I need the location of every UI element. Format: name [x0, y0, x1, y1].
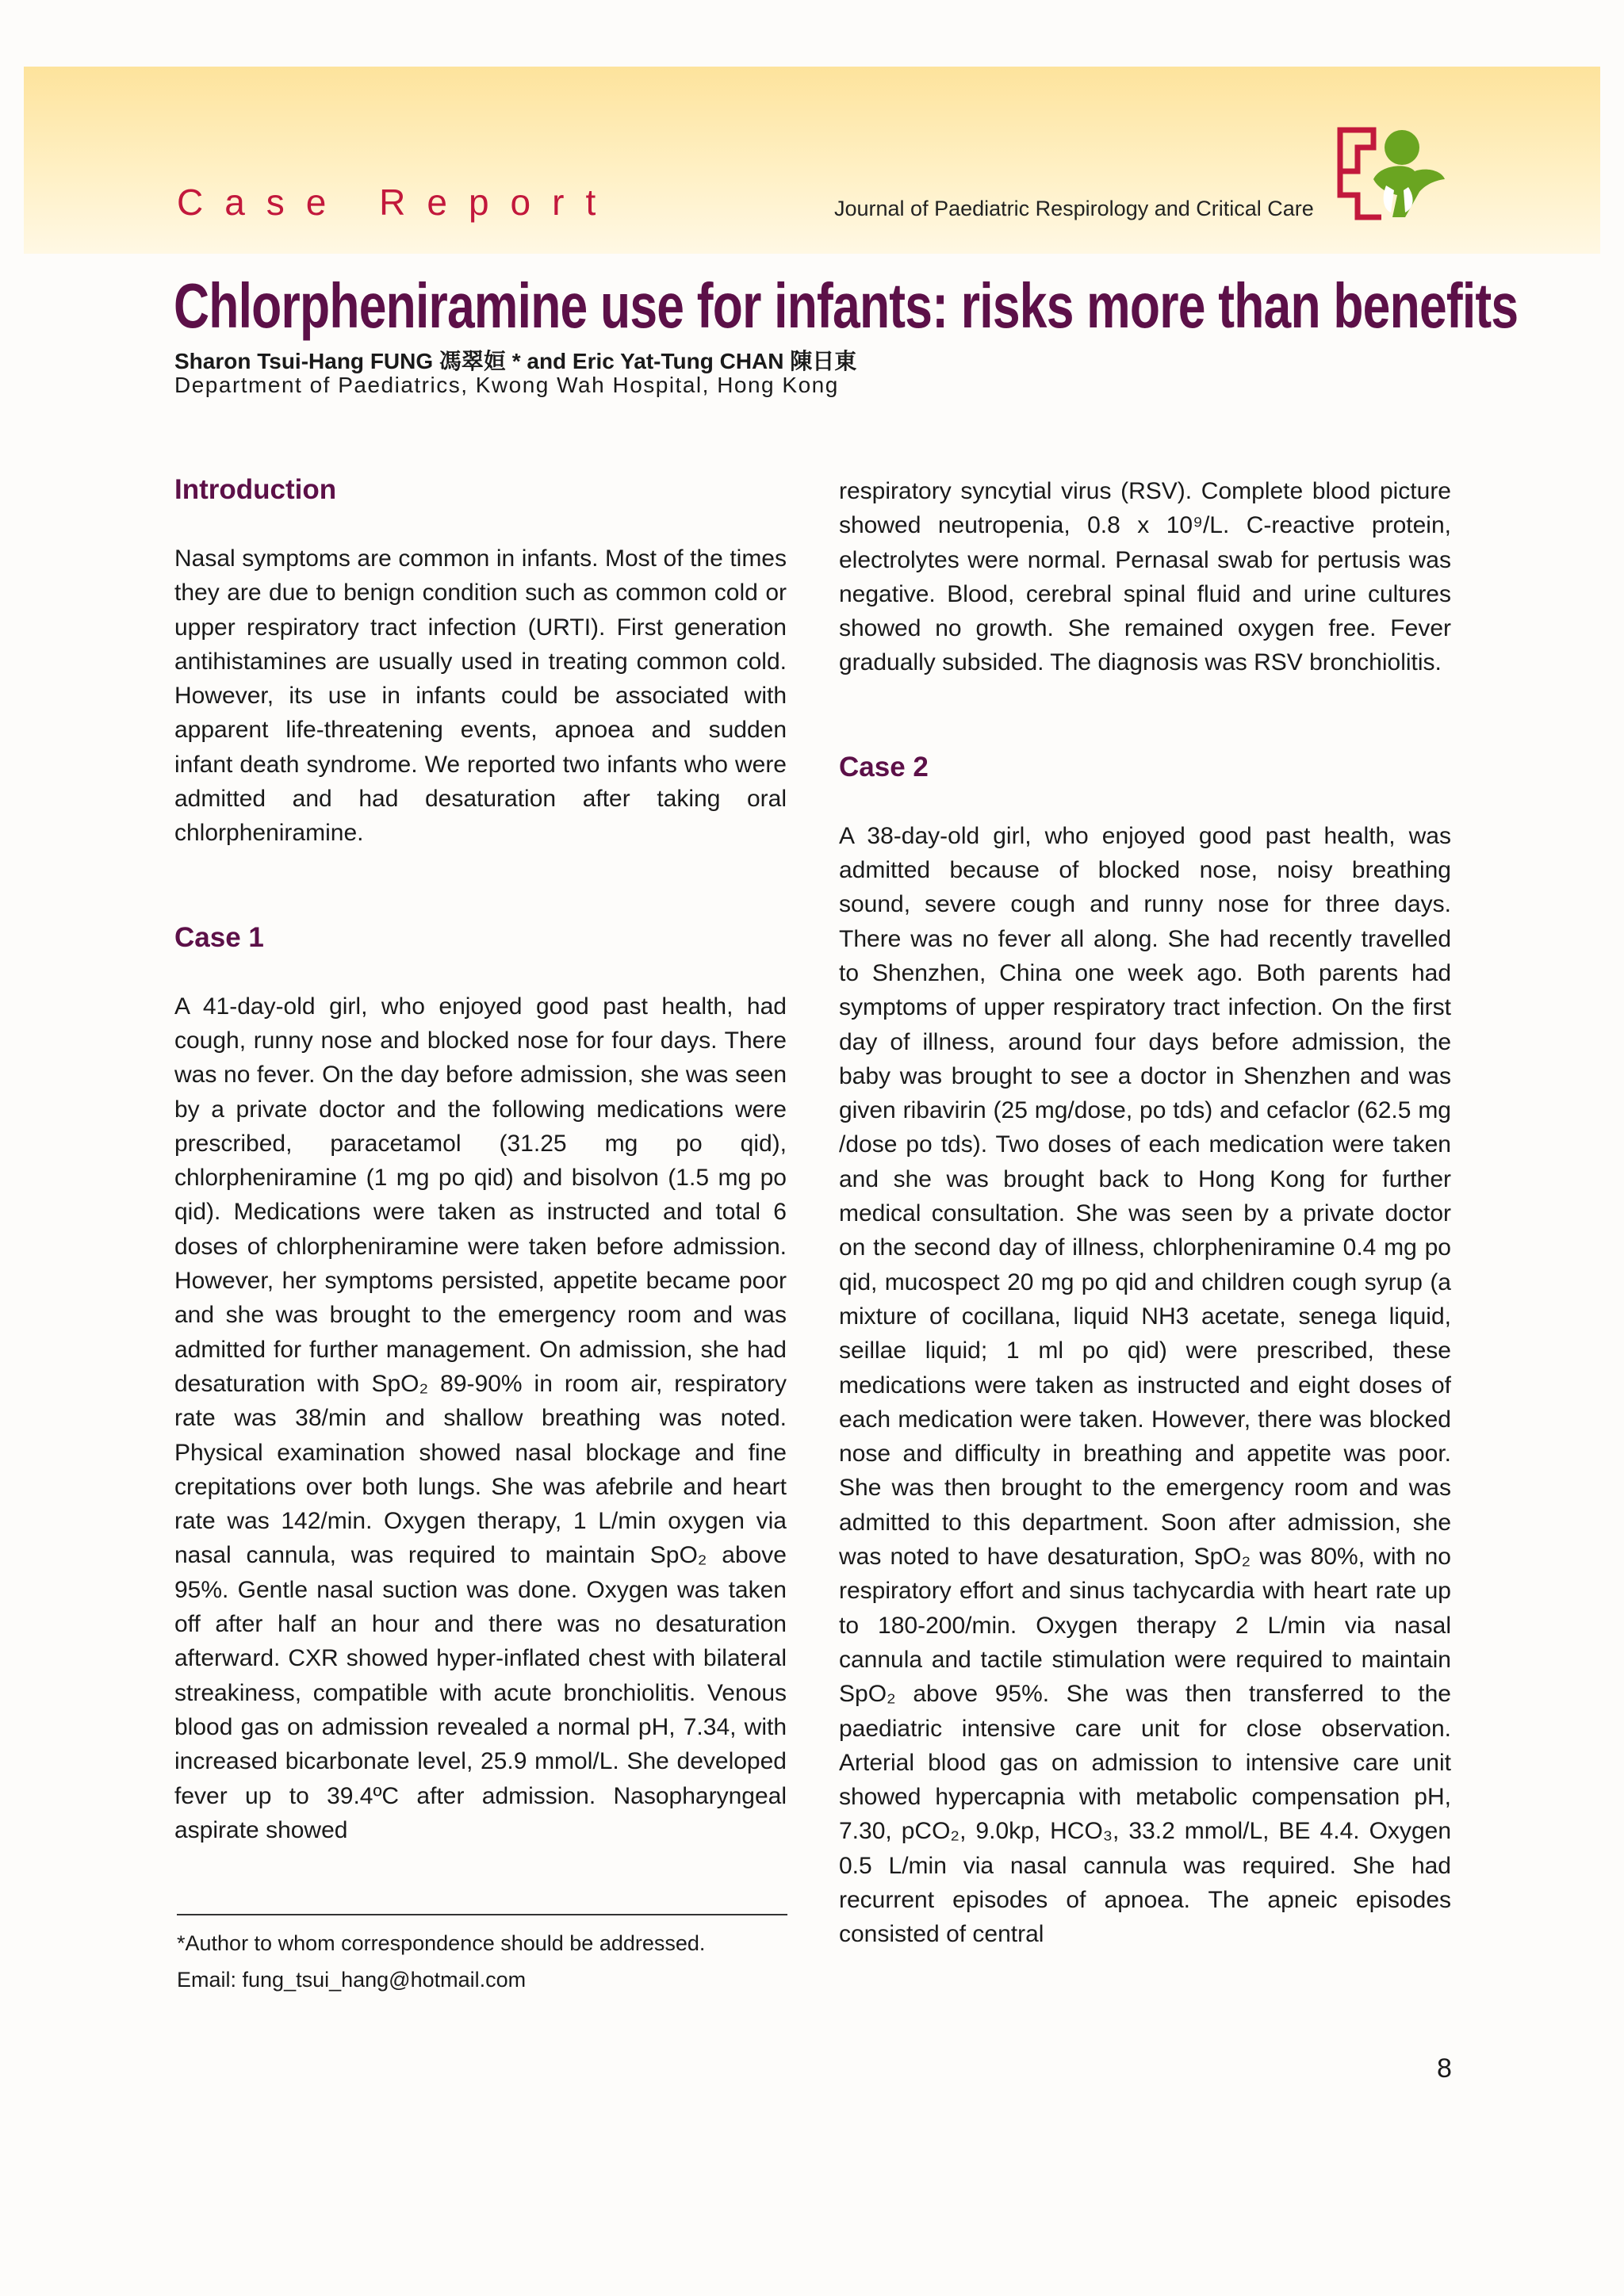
footnote-divider [177, 1914, 787, 1915]
case1-heading: Case 1 [174, 921, 264, 953]
introduction-paragraph: Nasal symptoms are common in infants. Most of the times they are due to benign condition such as common cold or upper respiratory tract infection (URTI). First generation antihistamines are usually used in treating common cold. However, its use in infants could be associated with apparent life-threatening events, apnoea and sudden infant death syndrome. We reported two infants who were admitted and had desaturation after taking oral chlorpheniramine. [174, 545, 787, 847]
introduction-heading: Introduction [174, 474, 337, 505]
hospital-cross-lungs-logo-icon [1326, 124, 1451, 222]
case1-paragraph: A 41-day-old girl, who enjoyed good past health, had cough, runny nose and blocked nose for four days. There was no fever. On the day before admission, she was seen by a private doctor and the following medications were prescribed, paracetamol (31.25 mg po qid), chlorpheniramine (1 mg po qid) and bisolvon (1.5 mg po qid). Medications were taken as instructed and total 6 doses of chlorpheniramine were taken before admission. However, her symptoms persisted, appetite became poor and she was brought to the emergency room and was admitted for further management. On admission, she had desaturation with SpO₂ 89-90% in room air, respiratory rate was 38/min and shallow breathing was noted. Physical examination showed nasal blockage and fine crepitations over both lungs. She was afebrile and heart rate was 142/min. Oxygen therapy, 1 L/min oxygen via nasal cannula, was required to maintain SpO₂ above 95%. Gentle nasal suction was done. Oxygen was taken off after half an hour and there was no desaturation afterward. CXR showed hyper-inflated chest with bilateral streakiness, compatible with acute bronchiolitis. Venous blood gas on admission revealed a normal pH, 7.34, with increased bicarbonate level, 25.9 mmol/L. She developed fever up to 39.4ºC after admission. Nasopharyngeal aspirate showed [174, 993, 787, 1843]
journal-name: Journal of Paediatric Respirology and Critical Care [834, 197, 1314, 220]
author-list: Sharon Tsui-Hang FUNG 馮翠姮 * and Eric Yat-Tung CHAN 陳日東 [174, 349, 857, 373]
page-number: 8 [1437, 2053, 1452, 2084]
case2-paragraph: A 38-day-old girl, who enjoyed good past health, was admitted because of blocked nose, noisy breathing sound, severe cough and runny nose for three days. There was no fever all along. She had recently travelled to Shenzhen, China one week ago. Both parents had symptoms of upper respiratory tract infection. On the first day of illness, around four days before admission, the baby was brought to see a doctor in Shenzhen and was given ribavirin (25 mg/dose, po tds) and cefaclor (62.5 mg /dose po tds). Two doses of each medication were taken and she was brought back to Hong Kong for further medical consultation. She was seen by a private doctor on the second day of illness, chlorpheniramine 0.4 mg po qid, mucospect 20 mg po qid and children cough syrup (a mixture of cocillana, liquid NH3 acetate, senega liquid, seillae liquid; 1 ml po qid) were prescribed, these medications were taken as instructed and eight doses of each medication were taken. However, there was blocked nose and difficulty in breathing and appetite was poor. She was then brought to the emergency room and was admitted to this department. Soon after admission, she was noted to have desaturation, SpO₂ was 80%, with no respiratory effort and sinus tachycardia with heart rate up to 180-200/min. Oxygen therapy 2 L/min via nasal cannula and tactile stimulation were required to maintain SpO₂ above 95%. She was then transferred to the paediatric intensive care unit for close observation. Arterial blood gas on admission to intensive care unit showed hypercapnia with metabolic compensation pH, 7.30, pCO₂, 9.0kp, HCO₃, 33.2 mmol/L, BE 4.4. Oxygen 0.5 L/min via nasal cannula was required. She had recurrent episodes of apnoea. The apneic episodes consisted of central [839, 822, 1451, 1948]
footnote-email: Email: fung_tsui_hang@hotmail.com [177, 1968, 527, 1992]
footnote [177, 1925, 705, 1998]
right-column [839, 474, 1451, 1952]
case2-heading: Case 2 [839, 751, 929, 783]
section-label: Case Report [177, 182, 618, 223]
footnote-correspondence: *Author to whom correspondence should be addressed. [177, 1931, 706, 1955]
affiliation: Department of Paediatrics, Kwong Wah Hospital, Hong Kong [174, 373, 839, 397]
case1-continued-paragraph: respiratory syncytial virus (RSV). Complete blood picture showed neutropenia, 0.8 x 10⁹/L. C-reactive protein, electrolytes were normal. Pernasal swab for pertusis was negative. Blood, cerebral spinal fluid and urine cultures showed no growth. She remained oxygen free. Fever gradually subsided. The diagnosis was RSV bronchiolitis. [839, 478, 1451, 676]
article-title: Chlorpheniramine use for infants: risks more than benefits [174, 270, 1519, 341]
left-column [174, 473, 787, 1847]
